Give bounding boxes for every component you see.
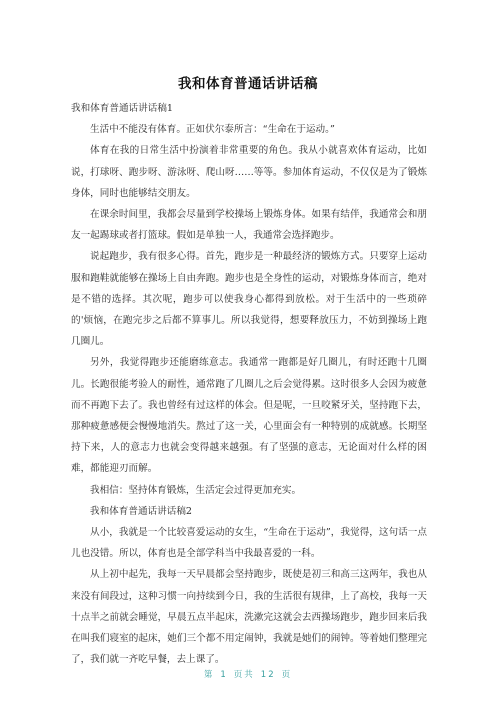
paragraph: 我相信：坚持体育锻炼，生活定会过得更加充实。: [90, 484, 302, 496]
paragraph: 在课余时间里，我都会尽量到学校操场上锻炼身体。如果有结伴，我通常会和朋友一起踢球或者打篮球。假如是单独一人，我通常会选择跑步。: [71, 209, 427, 242]
paragraph: 说起跑步，我有很多心得。首先，跑步是一种最经济的锻炼方式。只要穿上运动服和跑鞋就能够在操场上自由奔跑。跑步也是全身性的运动，对锻炼身体而言，绝对是不错的选择。其次呢，跑步可以使我身心都得到放松。对于生活中的一些琐碎的'烦恼，在跑完步之后都不算事儿。所以我觉得，想要释放压力，不妨到操场上跑几圈儿。: [71, 251, 427, 348]
paragraph: 另外，我觉得跑步还能磨练意志。我通常一跑都是好几圈儿，有时还跑十几圈儿。长跑很能考验人的耐性，通常跑了几圈儿之后会觉得累。这时很多人会因为疲惫而不再跑下去了。我也曾经有过这样的体会。但是呢，一旦咬紧牙关，坚持跑下去，那种疲惫感便会慢慢地消失。熬过了这一关，心里面会有一种特别的成就感。长期坚持下来，人的意志力也就会变得越来越强。有了坚强的意志，无论面对什么样的困难，都能迎刃而解。: [71, 357, 427, 475]
page-separator: 页共: [233, 670, 255, 680]
paragraph: 体育在我的日常生活中扮演着非常重要的角色。我从小就喜欢体育运动，比如说，打球呀、跑步呀、游泳呀、爬山呀……等等。参加体育运动，不仅仅是为了锻炼身体，同时也能够结交朋友。: [71, 145, 427, 199]
page-current: 1: [220, 670, 228, 680]
document-body: [71, 98, 427, 670]
page-footer: [0, 668, 496, 680]
page-total: 12: [260, 670, 276, 680]
paragraph: 我和体育普通话讲话稿1: [71, 103, 174, 114]
paragraph: 我和体育普通话讲话稿2: [90, 505, 193, 517]
page-label: 第: [203, 670, 215, 680]
paragraph: 从上初中起先，我每一天早晨都会坚持跑步，既使是初三和高三这两年，我也从来没有间段过，这种习惯一向持续到今日，我的生活很有规律，上了高校，我每一天十点半之前就会睡觉，早晨五点半起床，洗漱完这就会去西操场跑步，跑步回来后我在叫我们寝室的起床，她们三个都不用定闹钟，我就是她们的闹钟。等着她们整理完了，我们就一齐吃早餐，去上课了。: [71, 569, 427, 666]
paragraph: 生活中不能没有体育。正如伏尔泰所言：“生命在于运动。”: [90, 124, 335, 136]
page-end: 页: [281, 670, 293, 680]
document-title: 我和体育普通话讲话稿: [178, 76, 318, 92]
paragraph: 从小，我就是一个比较喜爱运动的女生，“生命在于运动”，我觉得，这句话一点儿也没错。所以，体育也是全部学科当中我最喜爱的一科。: [71, 527, 427, 560]
